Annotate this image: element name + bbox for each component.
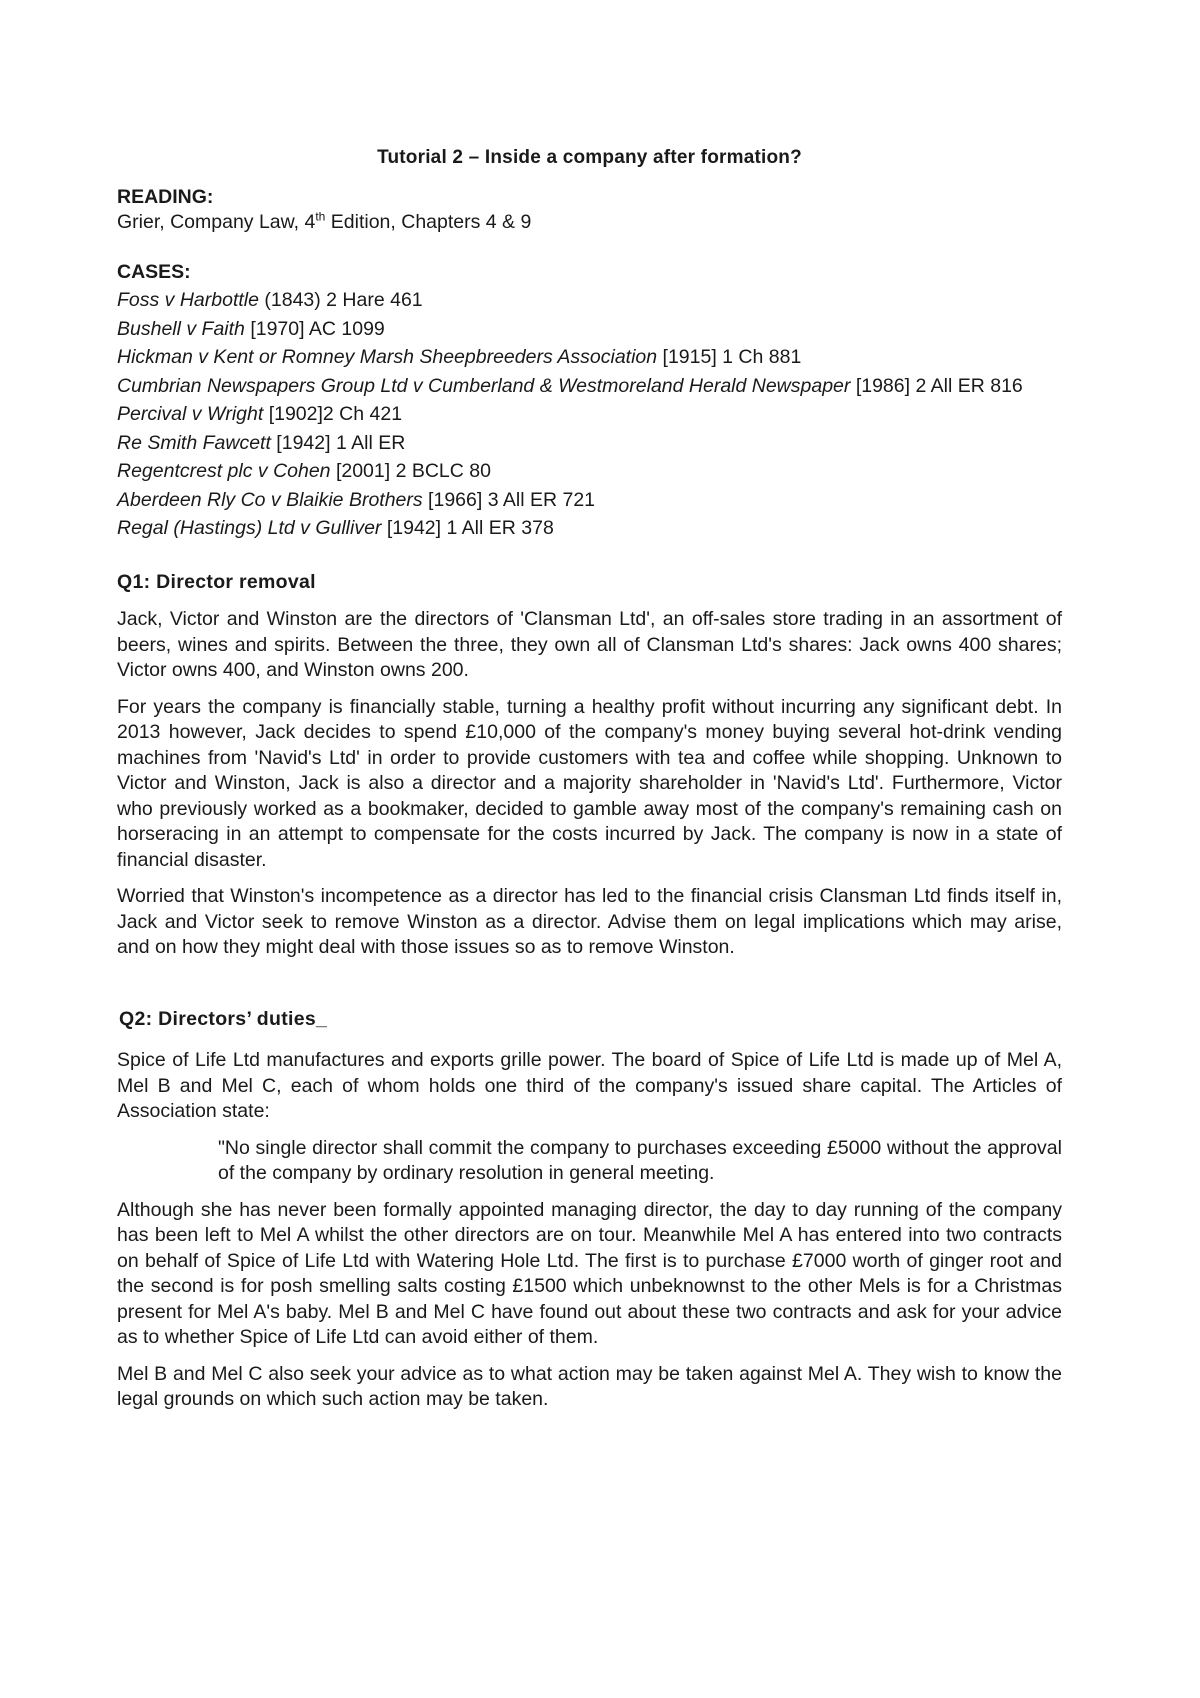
case-item (117, 285, 1062, 314)
question-1-section (117, 570, 1062, 961)
question-2-heading: Q2: Directors’ duties_ (119, 1007, 328, 1030)
case-item (117, 314, 1062, 343)
case-item (117, 428, 1062, 457)
document-title: Tutorial 2 – Inside a company after formation? (377, 147, 802, 168)
articles-quote: "No single director shall commit the company to purchases exceeding £5000 without the approval of the company by ordinary resolution in general meeting. (218, 1136, 1062, 1184)
case-name: Percival v Wright (117, 403, 264, 425)
reading-superscript: th (315, 209, 326, 224)
question-1-paragraph: Worried that Winston's incompetence as a director has led to the financial crisis Clansman Ltd finds itself in, Jack and Victor seek to remove Winston as a director. Advise them on legal implications which may arise, and on how they might deal with those issues so as to remove Winston. (117, 885, 1062, 958)
reading-section (117, 185, 1062, 236)
case-name: Cumbrian Newspapers Group Ltd v Cumberland & Westmoreland Herald Newspaper (117, 374, 851, 397)
cases-label: CASES: (117, 260, 191, 283)
cases-section (117, 260, 1062, 542)
reading-text (117, 210, 1062, 236)
case-name: Regal (Hastings) Ltd v Gulliver (117, 517, 382, 539)
question-2-paragraph: Spice of Life Ltd manufactures and exports grille power. The board of Spice of Life Ltd is made up of Mel A, Mel B and Mel C, each of whom holds one third of the company's issued share capital. The Articles of Association state: (117, 1049, 1062, 1122)
case-item (117, 342, 1062, 371)
question-2-section (117, 1007, 1062, 1413)
case-name: Hickman v Kent or Romney Marsh Sheepbreeders Association (117, 346, 658, 368)
case-name: Re Smith Fawcett (117, 431, 271, 454)
case-citation: [1966] 3 All ER 721 (422, 488, 596, 511)
reading-text-main: Grier, Company Law, 4 (117, 211, 316, 233)
case-item (117, 456, 1062, 485)
question-2-paragraph: Although she has never been formally appointed managing director, the day to day running of the company has been left to Mel A whilst the other directors are on tour. Meanwhile Mel A has entered into two contracts on behalf of Spice of Life Ltd with Watering Hole Ltd. The first is to purchase £7000 worth of ginger root and the second is for posh smelling salts costing £1500 which unbeknownst to the other Mels is for a Christmas present for Mel A's baby. Mel B and Mel C have found out about these two contracts and ask for your advice as to whether Spice of Life Ltd can avoid either of them. (117, 1198, 1062, 1348)
case-name: Regentcrest plc v Cohen (117, 460, 331, 482)
case-citation: [1942] 1 All ER 378 (381, 517, 554, 539)
question-1-paragraph: For years the company is financially stable, turning a healthy profit without incurring any significant debt. In 2013 however, Jack decides to spend £10,000 of the company's money buying several hot-drink vending machines from 'Navid's Ltd' in order to provide customers with tea and coffee while shopping. Unknown to Victor and Winston, Jack is also a director and a majority shareholder in 'Navid's Ltd'. Furthermore, Victor who previously worked as a bookmaker, decided to gamble away most of the company's remaining cash on horseracing in an attempt to compensate for the costs incurred by Jack. The company is now in a state of financial disaster. (117, 695, 1062, 871)
case-item (117, 513, 1062, 542)
case-citation: [1915] 1 Ch 881 (657, 346, 802, 368)
question-1-heading: Q1: Director removal (117, 570, 316, 593)
case-citation: [1942] 1 All ER (270, 431, 406, 454)
reading-label: READING: (117, 185, 214, 208)
case-name: Foss v Harbottle (117, 289, 259, 311)
case-citation: [1970] AC 1099 (244, 317, 385, 340)
case-citation: [2001] 2 BCLC 80 (330, 460, 491, 482)
case-citation: [1986] 2 All ER 816 (850, 374, 1023, 397)
case-citation: (1843) 2 Hare 461 (258, 289, 423, 311)
question-2-paragraph: Mel B and Mel C also seek your advice as to what action may be taken against Mel A. They wish to know the legal grounds on which such action may be taken. (117, 1362, 1062, 1410)
case-name: Aberdeen Rly Co v Blaikie Brothers (117, 488, 423, 511)
question-1-paragraph: Jack, Victor and Winston are the directors of 'Clansman Ltd', an off-sales store trading in an assortment of beers, wines and spirits. Between the three, they own all of Clansman Ltd's shares: Jack owns 400 shares; Victor owns 400, and Winston owns 200. (117, 608, 1062, 681)
case-item (117, 399, 1062, 428)
case-item (117, 485, 1062, 514)
document-page (117, 145, 1062, 1424)
case-item (117, 371, 1062, 400)
case-name: Bushell v Faith (117, 317, 245, 340)
reading-text-rest: Edition, Chapters 4 & 9 (325, 211, 532, 233)
case-citation: [1902]2 Ch 421 (263, 403, 403, 425)
